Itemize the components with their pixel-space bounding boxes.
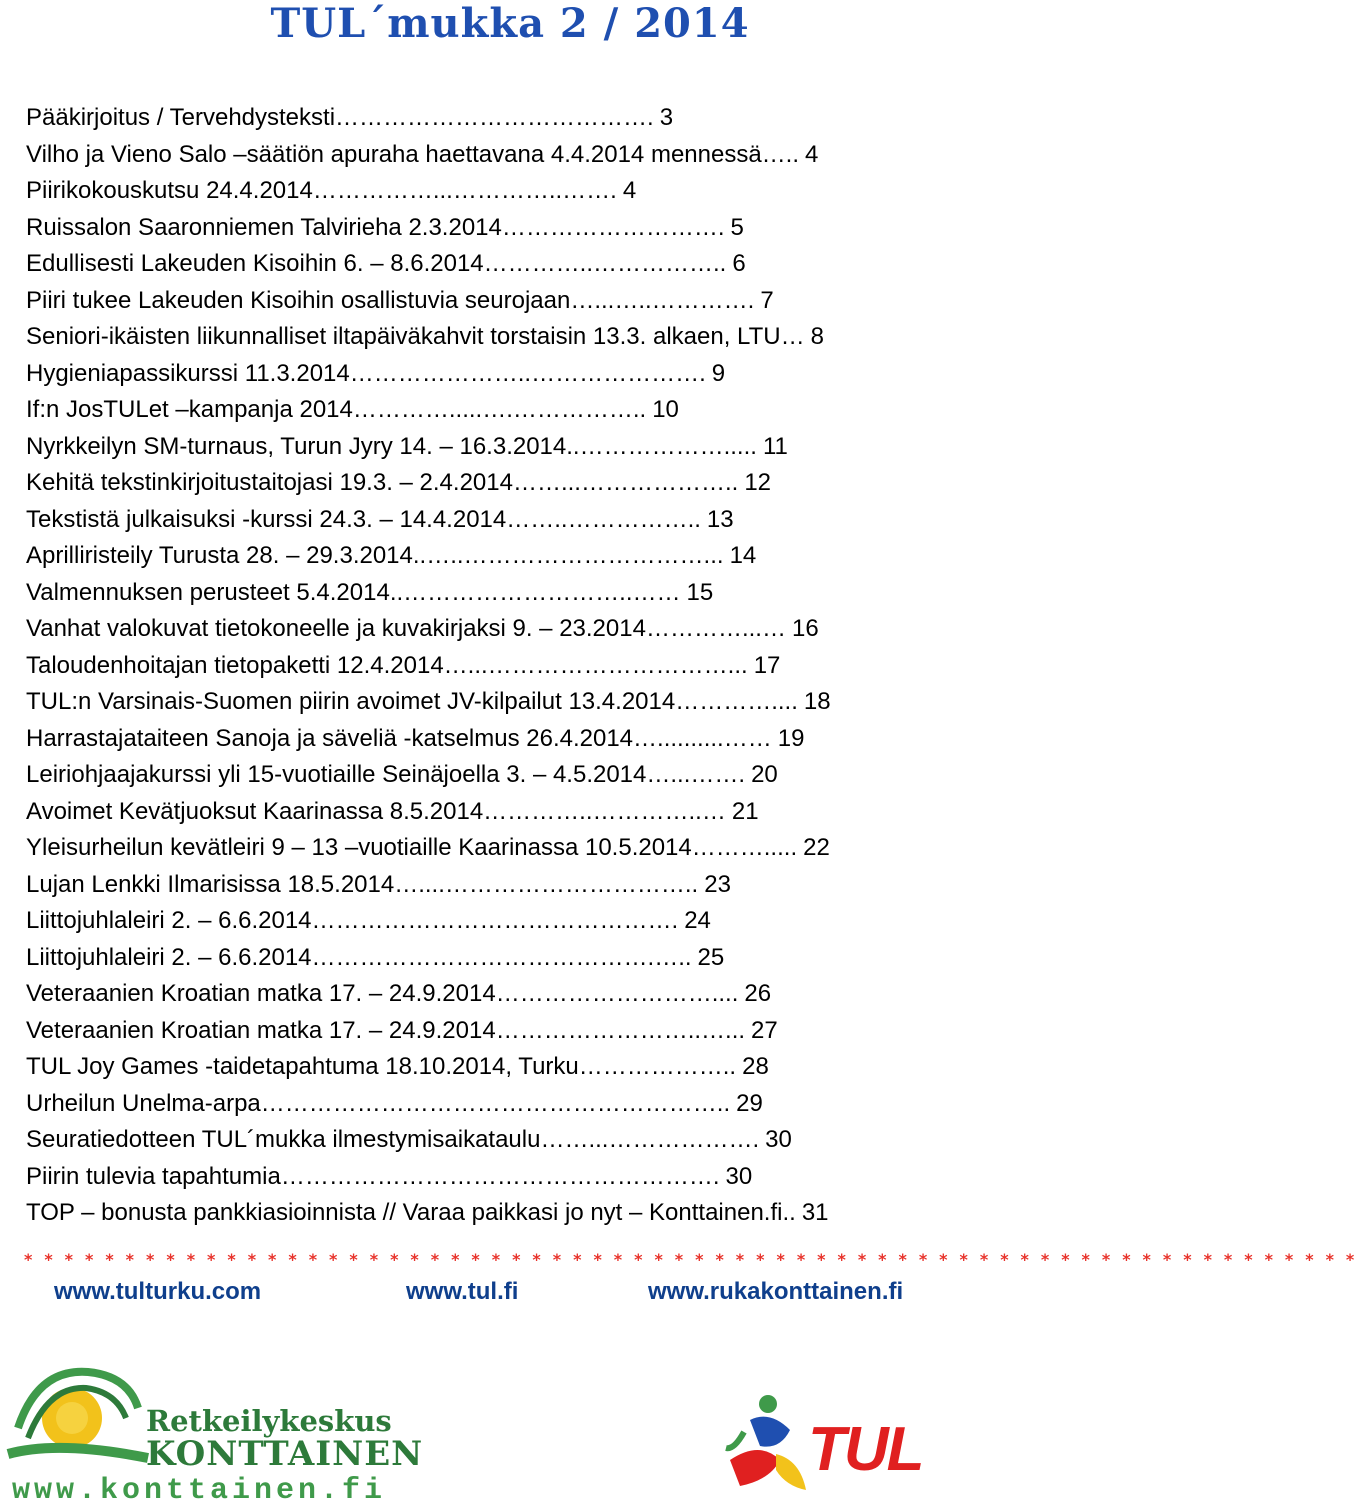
toc-entry-leader: …………..…………….. <box>483 250 727 277</box>
toc-entry-page: 18 <box>803 688 831 715</box>
toc-entry-page: 30 <box>725 1162 753 1190</box>
toc-entry-title: TUL:n Varsinais-Suomen piirin avoimet JV-kilpailut 13.4.2014 <box>26 688 676 715</box>
toc-entry-title: Kehitä tekstinkirjoitustaitojasi 19.3. – 2.4.2014 <box>26 469 513 496</box>
toc-entry-leader: ..………………………..…… <box>389 578 681 606</box>
toc-entry-title: Seniori-ikäisten liikunnalliset iltapäiväkahvit torstaisin 13.3. alkaen, LTU <box>26 323 781 350</box>
toc-entry-title: Liittojuhlaleiri 2. – 6.6.2014 <box>26 943 312 971</box>
toc-entry <box>26 721 958 758</box>
toc-entry-page: 21 <box>731 797 759 825</box>
toc-entry-title: Vanhat valokuvat tietokoneelle ja kuvakirjaksi 9. – 23.2014 <box>26 615 646 642</box>
toc-entry-page: 19 <box>777 724 805 752</box>
toc-entry-title: Veteraanien Kroatian matka 17. – 24.9.2014 <box>26 980 496 1007</box>
toc-entry-title: Piirikokouskutsu 24.4.2014 <box>26 177 313 204</box>
toc-entry-page: 16 <box>791 615 819 642</box>
konttainen-logo <box>8 1358 424 1508</box>
footer-links <box>0 1278 960 1318</box>
toc-entry-title: Avoimet Kevätjuoksut Kaarinassa 8.5.2014 <box>26 797 484 825</box>
toc-entry <box>26 1159 958 1196</box>
toc-entry <box>26 684 958 721</box>
figure-icon <box>720 1390 812 1500</box>
toc-entry-page: 20 <box>751 761 778 788</box>
toc-entry <box>26 1086 958 1123</box>
toc-entry <box>26 1013 958 1050</box>
toc-entry-leader: …...……. <box>646 761 746 788</box>
toc-entry <box>26 137 958 174</box>
toc-entry-page: 7 <box>760 286 774 314</box>
toc-entry-page: 5 <box>730 213 744 241</box>
toc-entry-leader: ………..... <box>691 834 798 861</box>
toc-entry-leader: …………..…………..… <box>483 797 726 825</box>
toc-entry-title: Edullisesti Lakeuden Kisoihin 6. – 8.6.2014 <box>26 250 484 277</box>
link-tul[interactable]: www.tul.fi <box>406 1278 519 1305</box>
toc-entry <box>26 648 958 685</box>
toc-entry-page: 13 <box>706 505 734 533</box>
logo-line-2: KONTTAINEN <box>146 1434 424 1474</box>
toc-entry-leader: ………………………………………………….. <box>260 1089 731 1117</box>
toc-entry <box>26 100 958 137</box>
toc-entry <box>26 1195 958 1232</box>
toc-entry <box>26 611 958 648</box>
toc-entry-title: Nyrkkeilyn SM-turnaus, Turun Jyry 14. – 16.3.2014 <box>26 432 567 460</box>
toc-entry-title: TUL Joy Games -taidetapahtuma 18.10.2014, Turku <box>26 1053 579 1080</box>
page-title: TUL´mukka 2 / 2014 <box>270 0 750 47</box>
toc-entry-title: Tekstistä julkaisuksi -kurssi 24.3. – 14.4.2014 <box>26 505 507 533</box>
toc-entry <box>26 465 958 502</box>
toc-entry-page: 6 <box>732 250 746 277</box>
toc-entry-page: 3 <box>659 104 674 131</box>
toc-entry-leader: …………………………………….….. <box>311 943 692 971</box>
toc-entry-leader: … <box>780 323 805 350</box>
toc-entry-leader: …………………..…………………. <box>349 359 706 387</box>
toc-entry <box>26 940 958 977</box>
toc-entry-page: 17 <box>753 651 781 679</box>
star-separator: * * * * * * * * * * * * * * * * * * * * * * * * * * * * * * * * * * * * * * * * * * * * * * * * * * * * * * * * * * * * * * * * * * <box>24 1250 1358 1269</box>
sun-swirl-icon <box>8 1358 158 1476</box>
toc-entry-page: 12 <box>744 469 772 496</box>
toc-entry <box>26 173 958 210</box>
link-rukakonttainen[interactable]: www.rukakonttainen.fi <box>648 1278 904 1305</box>
toc-entry-leader: .. <box>782 1199 796 1226</box>
toc-entry <box>26 575 958 612</box>
toc-entry-leader: ……...………………. <box>540 1126 760 1153</box>
toc-entry-page: 8 <box>810 323 824 350</box>
toc-entry-title: Vilho ja Vieno Salo –säätiön apuraha haettavana 4.4.2014 mennessä….. <box>26 140 800 168</box>
toc-entry-page: 31 <box>801 1199 829 1226</box>
link-tulturku[interactable]: www.tulturku.com <box>54 1278 262 1305</box>
toc-entry-title: Harrastajataiteen Sanoja ja säveliä -katselmus 26.4.2014 <box>26 724 634 752</box>
logo-line-3: www.konttainen.fi <box>12 1474 387 1508</box>
toc-entry-title: Taloudenhoitajan tietopaketti 12.4.2014 <box>26 651 444 679</box>
toc-entry <box>26 210 958 247</box>
toc-entry-page: 24 <box>684 907 711 934</box>
toc-entry <box>26 246 958 283</box>
toc-entry-leader: ……...……………….. <box>512 469 739 496</box>
toc-entry-title: Ruissalon Saaronniemen Talvirieha 2.3.2014 <box>26 213 502 241</box>
toc-entry-title: Lujan Lenkki Ilmarisissa 18.5.2014 <box>26 870 395 898</box>
toc-entry-leader: …………...… <box>645 615 786 642</box>
toc-entry-page: 30 <box>765 1126 792 1153</box>
toc-entry <box>26 1122 958 1159</box>
toc-entry-leader: ..…..…………………………... <box>412 542 724 569</box>
table-of-contents <box>26 100 958 1232</box>
toc-entry-page: 9 <box>711 359 726 387</box>
toc-entry-page: 23 <box>704 870 731 898</box>
toc-entry-leader: ..………………..... <box>566 432 757 460</box>
logo-line-1: Retkeilykeskus <box>146 1404 392 1438</box>
toc-entry-title: Pääkirjoitus / Tervehdysteksti <box>26 104 336 131</box>
tul-logo <box>720 1390 958 1500</box>
toc-entry-leader: ………………………. <box>501 213 725 241</box>
toc-entry-page: 10 <box>652 396 679 423</box>
toc-entry-leader: …....………………………….. <box>394 870 699 898</box>
toc-entry-leader: ………………………………………. <box>311 907 679 934</box>
toc-entry-title: Piiri tukee Lakeuden Kisoihin osallistuvia seurojaan <box>26 286 571 314</box>
toc-entry-page: 11 <box>762 432 788 460</box>
toc-entry-page: 14 <box>729 542 757 569</box>
toc-entry-title: Hygieniapassikurssi 11.3.2014 <box>26 359 350 387</box>
toc-entry-page: 25 <box>697 943 725 971</box>
toc-entry-title: Aprilliristeily Turusta 28. – 29.3.2014 <box>26 542 413 569</box>
toc-entry <box>26 502 958 539</box>
toc-entry-title: TOP – bonusta pankkiasioinnista // Varaa paikkasi jo nyt – Konttainen.fi <box>26 1199 783 1226</box>
toc-entry <box>26 429 958 466</box>
toc-entry-leader: ………….....….…………….. <box>352 396 647 423</box>
toc-entry-page: 29 <box>736 1089 763 1117</box>
toc-entry-title: Seuratiedotteen TUL´mukka ilmestymisaikataulu <box>26 1126 541 1153</box>
toc-entry-title: Liittojuhlaleiri 2. – 6.6.2014 <box>26 907 312 934</box>
toc-entry-leader: ……………………..…... <box>495 1016 746 1044</box>
toc-entry-leader: …...…………………………... <box>443 651 748 679</box>
toc-entry-title: Yleisurheilun kevätleiri 9 – 13 –vuotiaille Kaarinassa 10.5.2014 <box>26 834 692 861</box>
toc-entry-page: 15 <box>686 578 714 606</box>
toc-entry-leader: ……………...…………..……. <box>312 177 617 204</box>
toc-entry-page: 4 <box>622 177 637 204</box>
toc-entry <box>26 794 958 831</box>
toc-entry-page: 27 <box>751 1016 778 1044</box>
toc-entry-page: 28 <box>742 1053 769 1080</box>
toc-entry-title: Piirin tulevia tapahtumia <box>26 1162 281 1190</box>
toc-entry-leader: …………………………………. <box>335 104 654 131</box>
toc-entry <box>26 867 958 904</box>
toc-entry <box>26 283 958 320</box>
toc-entry-leader: ……………….. <box>578 1053 737 1080</box>
toc-entry-title: Leiriohjaajakurssi yli 15-vuotiaille Seinäjoella 3. – 4.5.2014 <box>26 761 647 788</box>
toc-entry <box>26 976 958 1013</box>
toc-entry-page: 26 <box>744 980 772 1007</box>
toc-entry-leader: ………………………………………………. <box>280 1162 720 1190</box>
toc-entry-leader: ………….... <box>675 688 798 715</box>
toc-entry <box>26 1049 958 1086</box>
toc-entry <box>26 319 958 356</box>
toc-entry-title: Veteraanien Kroatian matka 17. – 24.9.2014 <box>26 1016 496 1044</box>
toc-entry <box>26 356 958 393</box>
toc-entry <box>26 538 958 575</box>
toc-entry <box>26 757 958 794</box>
toc-entry-page: 22 <box>803 834 830 861</box>
toc-entry-title: Valmennuksen perusteet 5.4.2014 <box>26 578 390 606</box>
toc-entry-leader: ……..…………….. <box>506 505 701 533</box>
toc-entry-leader: …...…..…………. <box>570 286 755 314</box>
toc-entry-title: Urheilun Unelma-arpa <box>26 1089 261 1117</box>
tul-logo-text: TUL <box>808 1415 923 1484</box>
toc-entry-leader: ……………………….... <box>495 980 739 1007</box>
toc-entry-title: If:n JosTULet –kampanja 2014 <box>26 396 353 423</box>
toc-entry-page: 4 <box>805 140 819 168</box>
toc-entry-leader: …..........…… <box>633 724 772 752</box>
toc-entry <box>26 392 958 429</box>
toc-entry <box>26 903 958 940</box>
toc-entry <box>26 830 958 867</box>
